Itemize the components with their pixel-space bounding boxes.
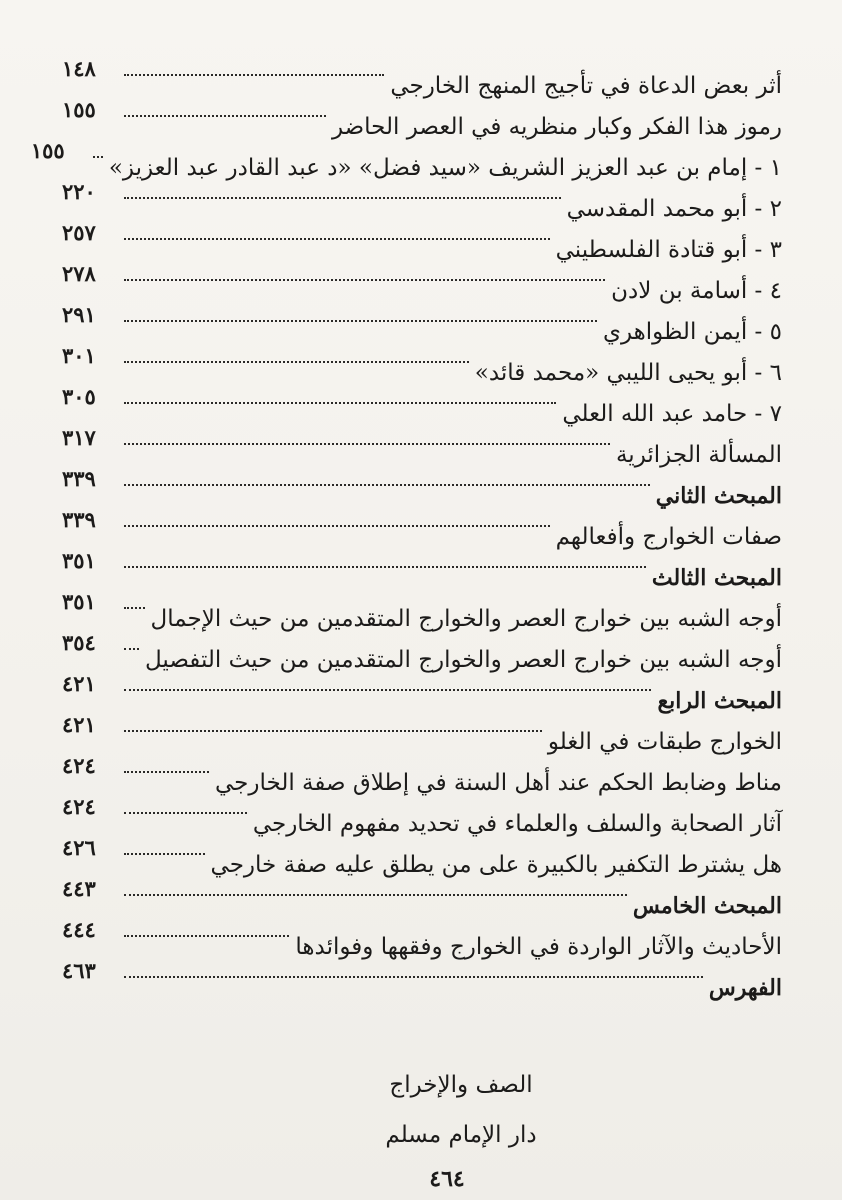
toc-entry-page: ٣٣٩ <box>62 466 96 491</box>
toc-entry-page: ٤٢٤ <box>62 753 96 778</box>
toc-entry <box>62 263 782 304</box>
dot-leader <box>124 196 561 199</box>
toc-entry-title: ٧ - حامد عبد الله العلي <box>562 401 782 427</box>
colophon-publisher-label: دار الإمام مسلم <box>385 1122 537 1148</box>
dot-leader <box>93 155 103 158</box>
toc-entry-page: ٣٠٥ <box>62 384 96 409</box>
toc-entry-title: ١ - إمام بن عبد العزيز الشريف «سيد فضل» «د عبد القادر عبد العزيز» <box>108 155 782 181</box>
dot-leader <box>124 852 205 855</box>
toc-entry <box>62 427 782 468</box>
toc-entry <box>62 755 782 796</box>
toc-entry-title: أوجه الشبه بين خوارج العصر والخوارج المتقدمين من حيث الإجمال <box>150 606 782 632</box>
toc-entry <box>62 632 782 673</box>
colophon-typesetting <box>0 1072 842 1098</box>
toc-entry-page: ٣٠١ <box>62 343 96 368</box>
toc-entry-title: الخوارج طبقات في الغلو <box>547 729 782 755</box>
toc-entry-title: الأحاديث والآثار الواردة في الخوارج وفقهها وفوائدها <box>295 934 782 960</box>
toc-entry-page: ٤٤٤ <box>62 917 96 942</box>
dot-leader <box>124 729 542 732</box>
toc-entry-page: ١٥٥ <box>30 138 65 163</box>
dot-leader <box>124 647 139 650</box>
toc-entry-page: ٢٧٨ <box>62 261 96 286</box>
toc-entry-page: ٤٦٣ <box>62 958 96 983</box>
dot-leader <box>124 688 651 691</box>
toc-entry-title: المبحث الرابع <box>657 688 782 714</box>
toc-entry-page: ٣٣٩ <box>62 507 96 532</box>
toc-entry <box>62 345 782 386</box>
dot-leader <box>124 360 469 363</box>
table-of-contents <box>30 56 782 1001</box>
toc-entry-title: ٥ - أيمن الظواهري <box>602 319 782 345</box>
toc-entry-page: ٤٤٣ <box>62 876 96 901</box>
toc-entry <box>62 181 782 222</box>
toc-section-heading <box>62 960 782 1001</box>
toc-entry-title: المبحث الخامس <box>632 893 782 919</box>
toc-entry-title: هل يشترط التكفير بالكبيرة على من يطلق عليه صفة خارجي <box>210 852 782 878</box>
toc-entry-page: ٢٩١ <box>62 302 96 327</box>
dot-leader <box>124 114 326 117</box>
toc-entry <box>62 919 782 960</box>
toc-entry <box>62 386 782 427</box>
page-number <box>0 1166 842 1192</box>
toc-entry <box>62 99 782 140</box>
dot-leader <box>124 811 247 814</box>
toc-section-heading <box>62 878 782 919</box>
toc-entry-title: صفات الخوارج وأفعالهم <box>555 524 782 550</box>
dot-leader <box>124 565 646 568</box>
toc-entry-title: أوجه الشبه بين خوارج العصر والخوارج المتقدمين من حيث التفصيل <box>145 647 782 673</box>
dot-leader <box>124 237 550 240</box>
toc-entry-title: آثار الصحابة والسلف والعلماء في تحديد مفهوم الخارجي <box>252 811 782 837</box>
toc-entry <box>62 714 782 755</box>
toc-entry-title: ٢ - أبو محمد المقدسي <box>566 196 782 222</box>
toc-entry <box>62 509 782 550</box>
dot-leader <box>124 73 384 76</box>
toc-entry-page: ١٤٨ <box>62 56 96 81</box>
toc-entry-page: ٣١٧ <box>62 425 96 450</box>
toc-entry <box>30 138 782 181</box>
dot-leader <box>124 483 650 486</box>
toc-entry-title: الفهرس <box>708 975 782 1001</box>
toc-entry <box>62 796 782 837</box>
toc-entry-page: ٣٥١ <box>62 589 96 614</box>
toc-entry <box>62 591 782 632</box>
colophon-typesetting-label: الصف والإخراج <box>389 1072 533 1098</box>
dot-leader <box>124 893 627 896</box>
toc-entry-title: ٤ - أسامة بن لادن <box>611 278 782 304</box>
toc-entry-page: ٢٥٧ <box>62 220 96 245</box>
toc-entry-page: ٤٢٤ <box>62 794 96 819</box>
toc-section-heading <box>62 468 782 509</box>
toc-section-heading <box>62 550 782 591</box>
toc-entry <box>62 304 782 345</box>
dot-leader <box>124 606 145 609</box>
toc-entry-page: ٢٢٠ <box>62 179 96 204</box>
colophon-publisher <box>0 1122 842 1148</box>
toc-section-heading <box>62 673 782 714</box>
toc-entry-page: ٣٥١ <box>62 548 96 573</box>
toc-entry-title: المبحث الثاني <box>655 483 782 509</box>
toc-entry-page: ٤٢١ <box>62 671 96 696</box>
page-number-value: ٤٦٤ <box>429 1166 465 1192</box>
dot-leader <box>124 442 610 445</box>
toc-entry <box>62 222 782 263</box>
toc-entry-title: أثر بعض الدعاة في تأجيج المنهج الخارجي <box>390 73 782 99</box>
toc-entry-page: ٣٥٤ <box>62 630 96 655</box>
toc-entry-title: مناط وضابط الحكم عند أهل السنة في إطلاق صفة الخارجي <box>214 770 782 796</box>
dot-leader <box>124 524 550 527</box>
toc-entry <box>62 837 782 878</box>
toc-entry <box>62 58 782 99</box>
toc-entry-title: ٣ - أبو قتادة الفلسطيني <box>555 237 782 263</box>
toc-entry-page: ٤٢٦ <box>62 835 96 860</box>
toc-entry-title: المسألة الجزائرية <box>615 442 782 468</box>
dot-leader <box>124 934 289 937</box>
dot-leader <box>124 975 703 978</box>
dot-leader <box>124 319 597 322</box>
dot-leader <box>124 278 605 281</box>
dot-leader <box>124 401 556 404</box>
toc-entry-page: ١٥٥ <box>62 97 96 122</box>
toc-entry-title: ٦ - أبو يحيى الليبي «محمد قائد» <box>474 360 782 386</box>
toc-entry-title: رموز هذا الفكر وكبار منظريه في العصر الحاضر <box>331 114 782 140</box>
dot-leader <box>124 770 209 773</box>
toc-entry-page: ٤٢١ <box>62 712 96 737</box>
toc-entry-title: المبحث الثالث <box>651 565 782 591</box>
